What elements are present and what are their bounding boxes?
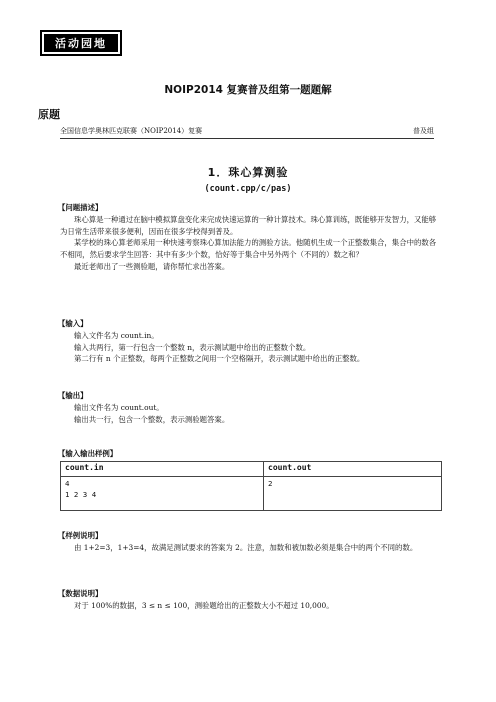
- input-line: 输入文件名为 count.in。: [74, 330, 159, 340]
- problem-filename: (count.cpp/c/pas): [204, 184, 292, 194]
- contest-header: [60, 126, 434, 139]
- sample-heading-block: [60, 448, 442, 460]
- sample-table: [60, 461, 442, 511]
- output-line: 输出共一行，包含一个整数，表示测验题答案。: [74, 414, 230, 424]
- sample-note-text: 由 1+2=3，1+3=4，故满足测试要求的答案为 2。注意，加数和被加数必须是集合中的两个不同的数。: [74, 542, 418, 552]
- sample-note-heading: 【样例说明】: [58, 531, 103, 540]
- description-paragraph: 最近老师出了一些测验题，请你帮忙求出答案。: [74, 261, 230, 271]
- contest-name: 全国信息学奥林匹克联赛（NOIP2014）复赛: [60, 127, 203, 135]
- description-heading: 【问题描述】: [58, 203, 103, 212]
- sample-note-block: [60, 530, 442, 554]
- sample-input-cell: [61, 477, 264, 511]
- description-paragraph: 某学校的珠心算老师采用一种快速考察珠心算加法能力的测验方法。他随机生成一个正整数集合，集合中的数各不相同，然后要求学生回答：其中有多少个数，恰好等于集合中另外两个（不同的）数之和？: [60, 238, 437, 260]
- section-heading: 原题: [38, 108, 60, 121]
- section-tag-label: 活动园地: [44, 34, 118, 52]
- input-block: [60, 318, 442, 365]
- output-line: 输出文件名为 count.out。: [74, 402, 164, 412]
- sample-body-row: [61, 477, 442, 511]
- sample-output-cell: [264, 477, 442, 511]
- document-title: NOIP2014 复赛普及组第一题题解: [164, 84, 332, 96]
- description-block: [60, 202, 442, 273]
- problem-title: 1．珠心算测验: [207, 166, 289, 179]
- output-block: [60, 390, 442, 425]
- sample-input-line: 4: [65, 479, 70, 489]
- output-heading: 【输出】: [58, 391, 88, 400]
- data-note-text: 对于 100%的数据，3 ≤ n ≤ 100，测验题给出的正整数大小不超过 10,000。: [74, 600, 334, 610]
- input-heading: 【输入】: [58, 319, 88, 328]
- description-paragraph: 珠心算是一种通过在脑中模拟算盘变化来完成快速运算的一种计算技术。珠心算训练，既能够开发智力，又能够为日常生活带来很多便利，因而在很多学校得到普及。: [60, 214, 437, 236]
- sample-header-row: [61, 462, 442, 477]
- data-note-heading: 【数据说明】: [58, 589, 103, 598]
- sample-input-line: 1 2 3 4: [65, 490, 97, 500]
- contest-group: 普及组: [413, 127, 434, 135]
- sample-input-header: count.in: [61, 462, 264, 477]
- section-tag: [40, 30, 122, 56]
- sample-output-line: 2: [268, 479, 273, 489]
- sample-heading: 【输入输出样例】: [58, 449, 118, 458]
- data-note-block: [60, 588, 442, 612]
- input-line: 输入共两行，第一行包含一个整数 n，表示测试题中给出的正整数个数。: [74, 342, 311, 352]
- sample-output-header: count.out: [264, 462, 442, 477]
- input-line: 第二行有 n 个正整数，每两个正整数之间用一个空格隔开，表示测试题中给出的正整数。: [74, 354, 365, 364]
